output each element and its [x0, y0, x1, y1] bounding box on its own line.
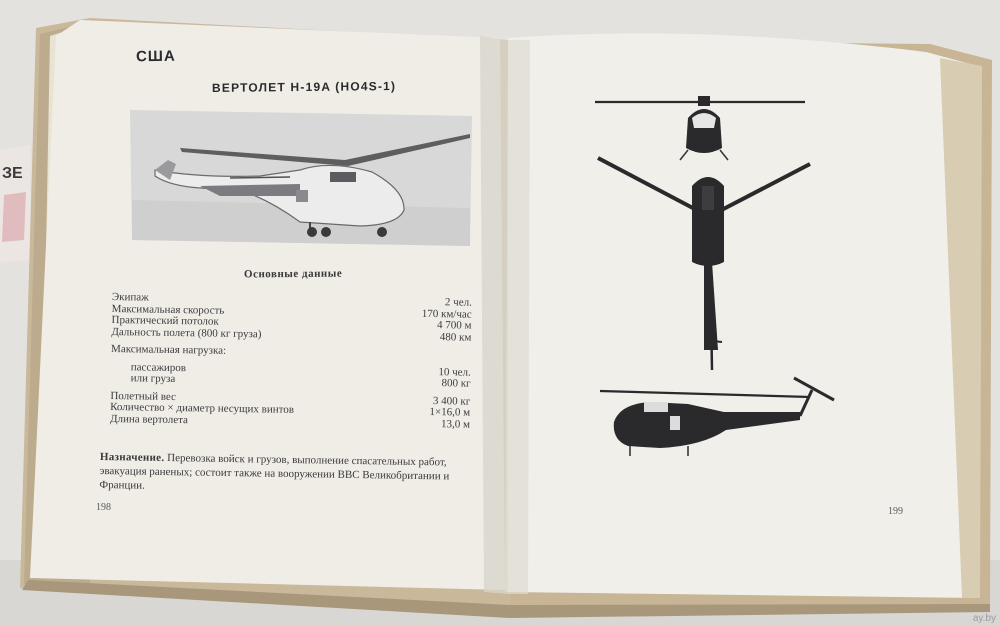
spec-label: Дальность полета (800 кг груза)	[111, 325, 262, 340]
spec-label: Длина вертолета	[109, 412, 189, 426]
spec-row	[111, 344, 471, 361]
spec-label: Полетный вес	[110, 389, 177, 403]
spec-value: 800 кг	[441, 377, 471, 390]
purpose-label: Назначение.	[99, 450, 165, 465]
purpose-paragraph	[99, 450, 480, 498]
spec-value: 2 чел.	[444, 296, 472, 309]
helicopter-photo	[130, 110, 472, 246]
country-label: США	[135, 47, 176, 66]
spec-value: 4 700 м	[436, 319, 472, 332]
purpose-text: Перевозка войск и грузов, выполнение спасательных работ, эвакуация раненых; состоит также на вооружении ВВС Великобритании и Франции.	[99, 452, 450, 492]
spec-value: 3 400 кг	[432, 394, 471, 408]
spec-value: 1×16,0 м	[429, 406, 471, 419]
spec-value: 170 км/час	[421, 307, 472, 321]
page-title: ВЕРТОЛЕТ H-19A (HO4S-1)	[211, 79, 397, 95]
section-title: Основные данные	[243, 267, 343, 281]
spec-label: Максимальная скорость	[111, 302, 225, 317]
svg-text:ЗЕ: ЗЕ	[2, 165, 23, 182]
spec-label: или груза	[130, 372, 176, 386]
spec-label: Количество × диаметр несущих винтов	[110, 400, 295, 416]
spec-value: 13,0 м	[440, 417, 471, 431]
spec-value: 10 чел.	[438, 365, 471, 379]
spec-label: пассажиров	[130, 360, 187, 374]
specs-list	[110, 292, 472, 431]
right-page	[505, 33, 978, 598]
watermark: ay.by	[972, 613, 996, 624]
spec-label: Экипаж	[111, 291, 149, 304]
spec-value: 480 км	[439, 330, 472, 344]
page-number-right: 199	[888, 506, 903, 517]
spec-label: Максимальная нагрузка:	[111, 342, 227, 357]
page-number-left: 198	[96, 502, 111, 513]
spec-label: Практический потолок	[111, 313, 219, 328]
